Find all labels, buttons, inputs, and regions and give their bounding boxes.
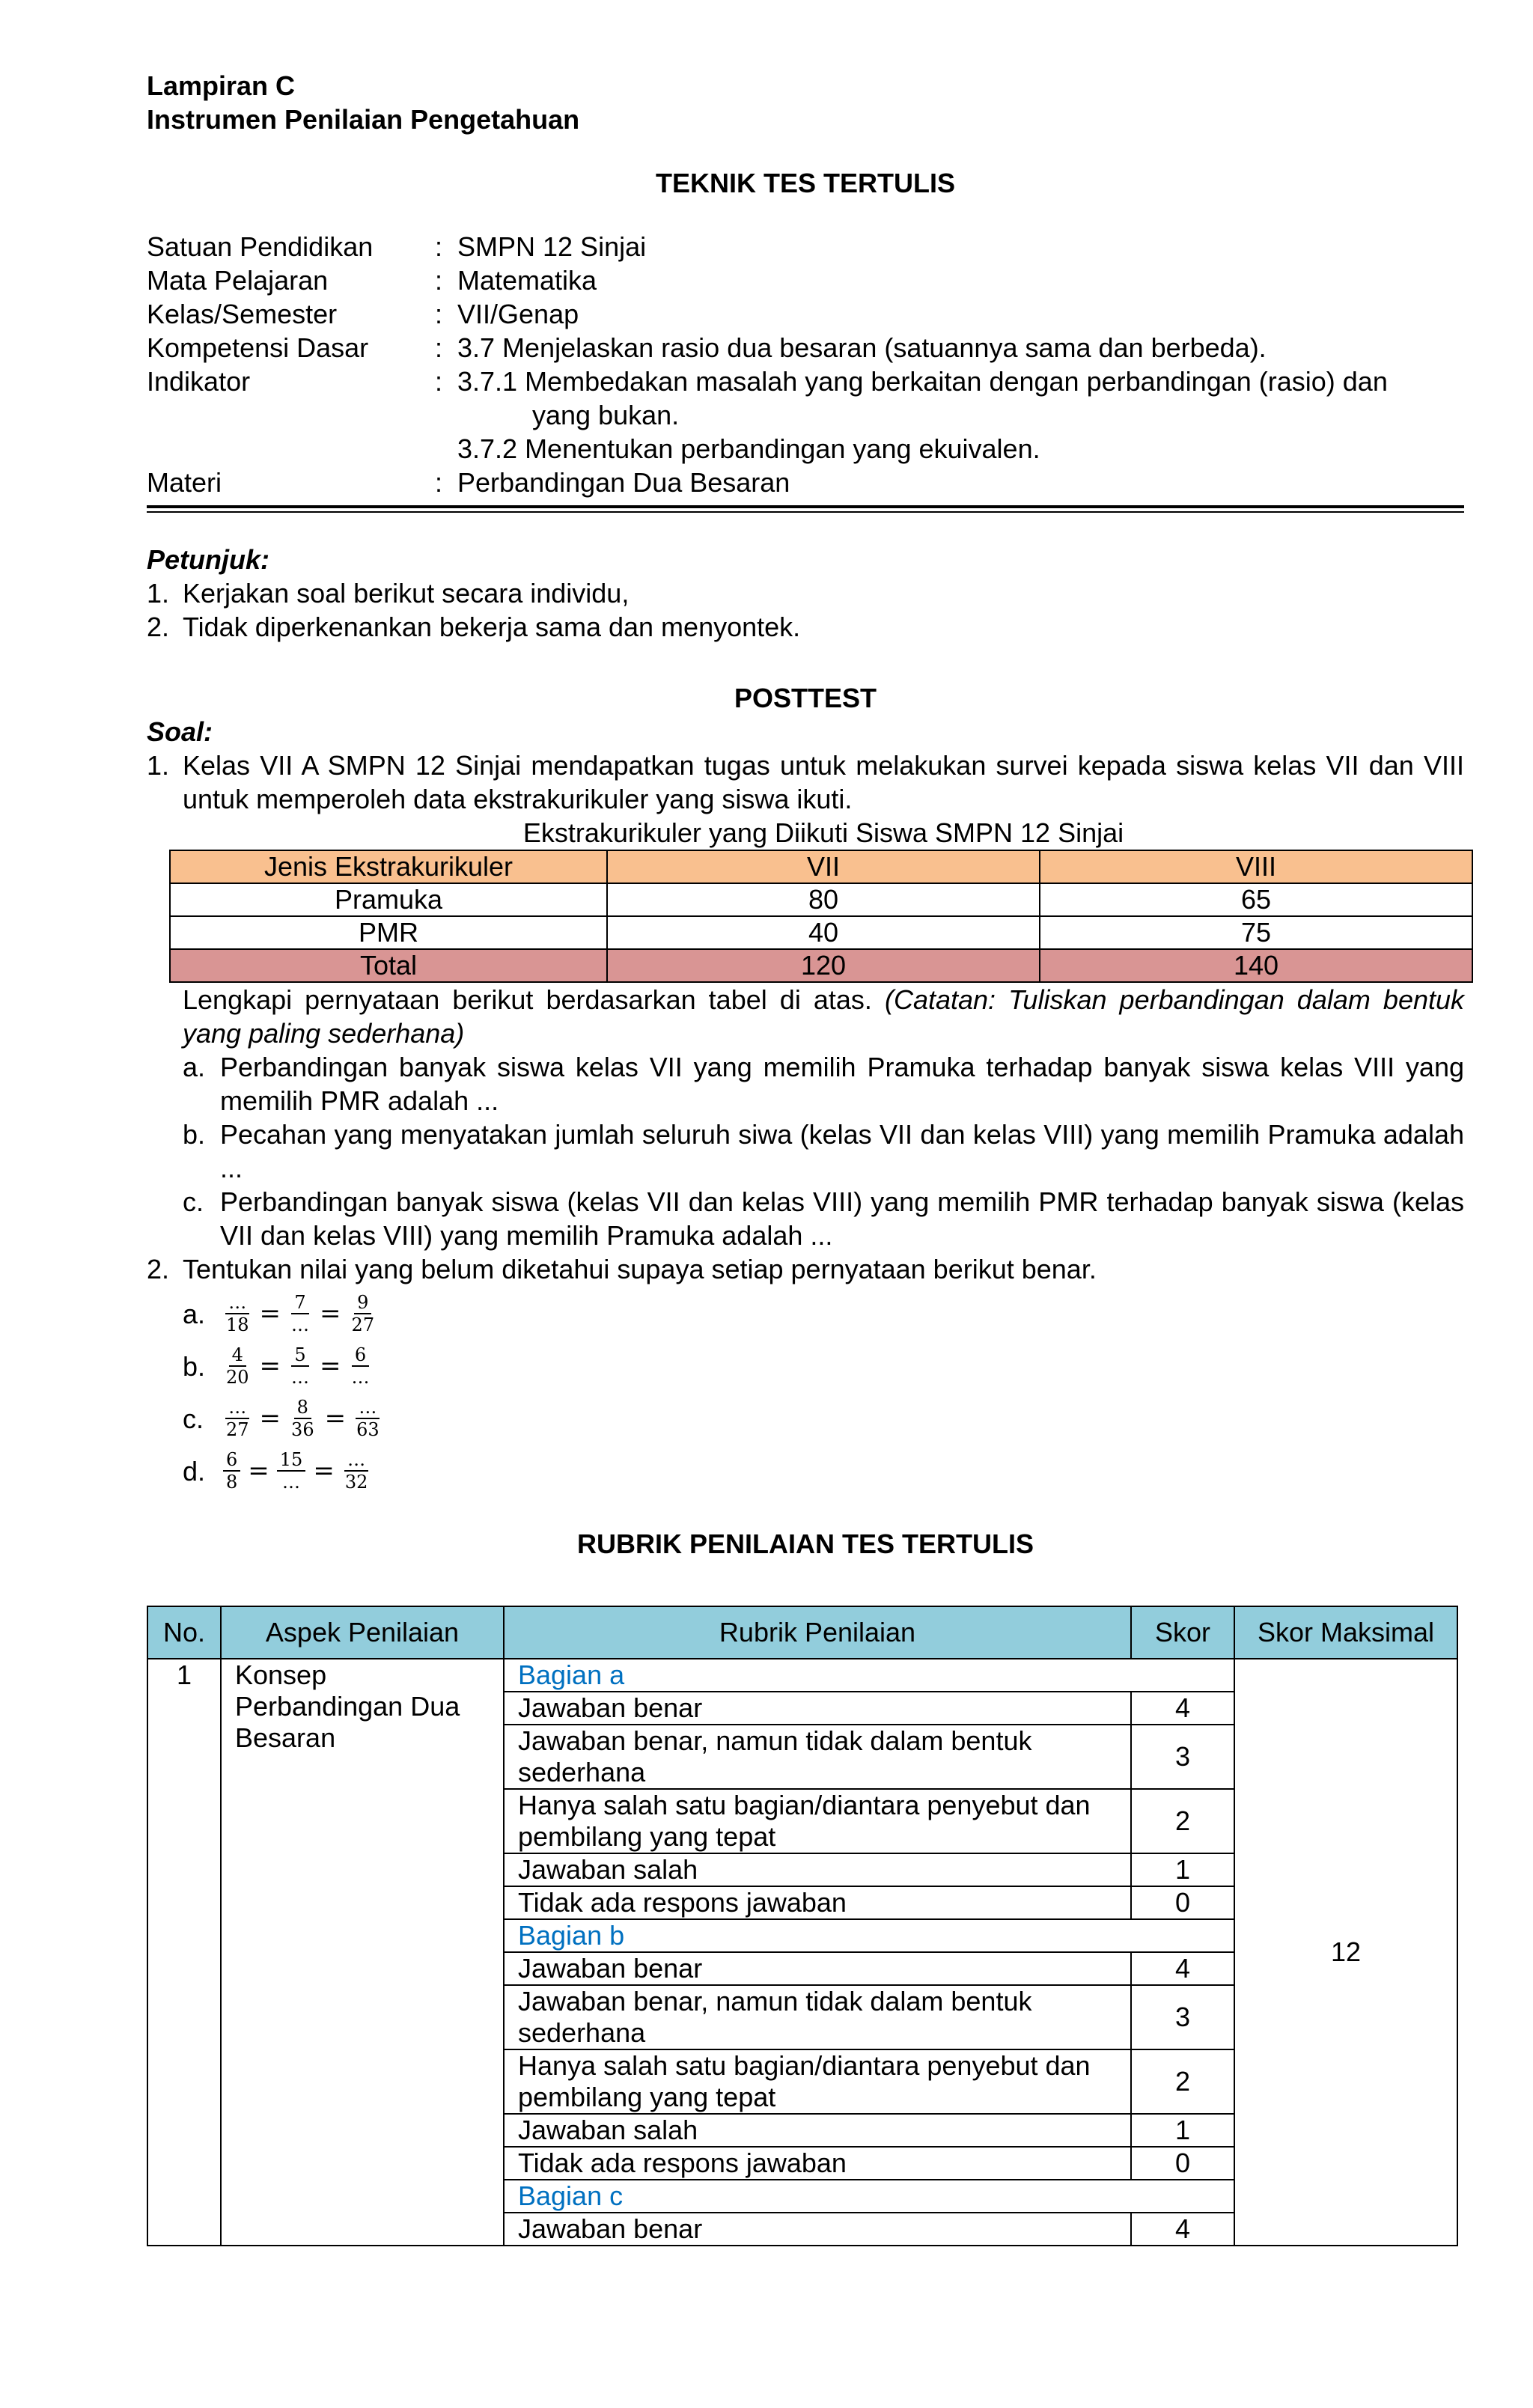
criteria-text: Tidak ada respons jawaban (504, 2147, 1131, 2180)
table-cell: Total (170, 949, 607, 982)
criteria-score: 4 (1131, 1952, 1234, 1985)
numerator: 8 (294, 1397, 311, 1419)
lampiran-label: Lampiran C (147, 70, 296, 101)
question-2 (147, 1252, 1464, 1286)
denominator: 27 (351, 1314, 375, 1335)
identity-row-kd (147, 331, 1464, 365)
table-cell: 80 (607, 883, 1040, 916)
table-total-row (170, 949, 1472, 982)
numerator: 6 (352, 1344, 369, 1367)
petunjuk-text: Tidak diperkenankan bekerja sama dan menyontek. (183, 612, 801, 642)
fraction (223, 1292, 252, 1335)
table-row (170, 883, 1472, 916)
document-page (147, 69, 1464, 2246)
kelas-value: VII/Genap (457, 299, 579, 329)
colon: : (435, 231, 443, 262)
instrumen-label: Instrumen Penilaian Pengetahuan (147, 104, 580, 135)
criteria-score: 4 (1131, 1692, 1234, 1725)
mapel-label: Mata Pelajaran (147, 265, 329, 296)
criteria-score: 3 (1131, 1725, 1234, 1789)
numerator: … (356, 1397, 380, 1419)
denominator: 27 (226, 1419, 249, 1440)
table-header-cell: VIII (1040, 850, 1472, 883)
table-header-row (170, 850, 1472, 883)
colon: : (435, 467, 443, 498)
fraction-row (147, 1445, 1464, 1497)
criteria-score: 4 (1131, 2213, 1234, 2246)
fraction-label: a. (183, 1298, 206, 1329)
numerator: 9 (354, 1292, 371, 1314)
fraction-equation (219, 1344, 377, 1388)
criteria-text: Tidak ada respons jawaban (504, 1886, 1131, 1919)
indikator-2: 3.7.2 Menentukan perbandingan yang ekuivalen. (457, 433, 1040, 464)
materi-value: Perbandingan Dua Besaran (457, 467, 790, 498)
indikator-values (457, 365, 1464, 466)
rubrik-title: RUBRIK PENILAIAN TES TERTULIS (576, 1528, 1034, 1559)
indikator-label: Indikator (147, 366, 251, 397)
sub-text: Perbandingan banyak siswa (kelas VII dan kelas VIII) yang memilih PMR terhadap banyak siswa (kelas VII dan kelas VIII) yang memilih Pramuka adalah ... (220, 1186, 1464, 1251)
kelas-label: Kelas/Semester (147, 299, 338, 329)
petunjuk-item (147, 576, 1464, 610)
criteria-score: 0 (1131, 2147, 1234, 2180)
criteria-score: 1 (1131, 1853, 1234, 1886)
indikator-1-line-2: yang bukan. (532, 400, 680, 430)
bagian-label: Bagian a (504, 1659, 1234, 1692)
numerator: … (344, 1449, 368, 1472)
fraction (223, 1397, 252, 1440)
rubrik-max-score: 12 (1234, 1659, 1457, 2246)
sub-label: c. (183, 1186, 204, 1217)
instruction-note: (Catatan: Tuliskan perbandingan dalam bentuk yang paling sederhana) (183, 984, 1465, 1049)
fraction-equation (219, 1449, 375, 1493)
numerator: … (225, 1292, 249, 1314)
question-1 (147, 749, 1464, 816)
criteria-text: Jawaban benar, namun tidak dalam bentuk sederhana (504, 1985, 1131, 2049)
criteria-text: Jawaban salah (504, 2114, 1131, 2147)
satuan-value: SMPN 12 Sinjai (457, 231, 647, 262)
colon: : (435, 299, 443, 329)
criteria-text: Jawaban salah (504, 1853, 1131, 1886)
equals-sign: = (320, 1298, 341, 1329)
table-row (170, 916, 1472, 949)
instruction (147, 983, 1464, 1050)
fraction-row (147, 1287, 1464, 1340)
numerator: … (225, 1397, 249, 1419)
denominator: 63 (356, 1419, 380, 1440)
sub-question (147, 1118, 1464, 1185)
equals-sign: = (248, 1455, 269, 1486)
bagian-label: Bagian b (504, 1919, 1234, 1952)
identity-table (147, 230, 1464, 499)
petunjuk-num: 2. (147, 612, 170, 642)
denominator: 36 (291, 1419, 314, 1440)
satuan-label: Satuan Pendidikan (147, 231, 374, 262)
denominator: … (282, 1472, 301, 1493)
table-caption: Ekstrakurikuler yang Diikuti Siswa SMPN 12 Sinjai (522, 817, 1124, 848)
question-list (147, 749, 1464, 816)
fraction (223, 1344, 252, 1388)
criteria-text: Jawaban benar (504, 2213, 1131, 2246)
denominator: 18 (226, 1314, 249, 1335)
rubrik-header-cell: Aspek Penilaian (221, 1606, 504, 1659)
fraction-equation (219, 1292, 382, 1335)
sub-question (147, 1185, 1464, 1252)
sub-question (147, 1050, 1464, 1118)
criteria-score: 0 (1131, 1886, 1234, 1919)
fraction (342, 1449, 371, 1493)
table-cell: 120 (607, 949, 1040, 982)
colon: : (435, 366, 443, 397)
identity-row-kelas (147, 297, 1464, 331)
colon: : (435, 332, 443, 363)
page-title: TEKNIK TES TERTULIS (655, 168, 955, 198)
sub-text: Perbandingan banyak siswa kelas VII yang memilih Pramuka terhadap banyak siswa kelas VIII yang memilih PMR adalah ... (220, 1052, 1464, 1116)
table-cell: Pramuka (170, 883, 607, 916)
sub-text: Pecahan yang menyatakan jumlah seluruh siwa (kelas VII dan kelas VIII) yang memilih Pramuka adalah ... (220, 1119, 1464, 1183)
denominator: … (291, 1314, 310, 1335)
fraction-label: b. (183, 1350, 206, 1382)
sub-label: b. (183, 1119, 206, 1150)
petunjuk-title: Petunjuk: (147, 544, 270, 575)
question-num: 1. (147, 750, 170, 781)
criteria-text: Jawaban benar (504, 1692, 1131, 1725)
fraction (349, 1344, 373, 1388)
denominator: 8 (226, 1472, 238, 1493)
fraction-label: c. (183, 1403, 204, 1434)
rubrik-header-cell: No. (147, 1606, 221, 1659)
question-num: 2. (147, 1254, 170, 1284)
numerator: 6 (223, 1449, 240, 1472)
rubrik-header-cell: Skor Maksimal (1234, 1606, 1457, 1659)
fraction (288, 1344, 312, 1388)
rubrik-header-cell: Skor (1131, 1606, 1234, 1659)
mapel-value: Matematika (457, 265, 597, 296)
table-cell: PMR (170, 916, 607, 949)
fraction-row (147, 1340, 1464, 1392)
fraction (349, 1292, 378, 1335)
fraction (288, 1292, 312, 1335)
ekstrakurikuler-table (169, 850, 1473, 983)
indikator-1-line-1: 3.7.1 Membedakan masalah yang berkaitan dengan perbandingan (rasio) dan (457, 366, 1388, 397)
kd-value: 3.7 Menjelaskan rasio dua besaran (satuannya sama dan berbeda). (457, 332, 1267, 363)
equals-sign: = (259, 1298, 281, 1329)
question-2-text: Tentukan nilai yang belum diketahui supaya setiap pernyataan berikut benar. (183, 1254, 1097, 1284)
rubrik-header-row (147, 1606, 1457, 1659)
petunjuk-num: 1. (147, 578, 170, 609)
denominator: 32 (344, 1472, 368, 1493)
petunjuk-list (147, 576, 1464, 644)
rubrik-row (147, 1659, 1457, 1692)
instruction-plain: Lengkapi pernyataan berikut berdasarkan tabel di atas. (183, 984, 885, 1015)
denominator: … (351, 1367, 370, 1388)
numerator: 7 (291, 1292, 308, 1314)
fraction-row (147, 1392, 1464, 1445)
numerator: 4 (229, 1344, 246, 1367)
criteria-text: Jawaban benar, namun tidak dalam bentuk sederhana (504, 1725, 1131, 1789)
sub-label: a. (183, 1052, 206, 1082)
denominator: 20 (226, 1367, 249, 1388)
fraction (288, 1397, 317, 1440)
equals-sign: = (259, 1403, 281, 1433)
criteria-score: 3 (1131, 1985, 1234, 2049)
question-1-text: Kelas VII A SMPN 12 Sinjai mendapatkan tugas untuk melakukan survei kepada siswa kelas VII dan VIII untuk memperoleh data ekstrakurikuler yang siswa ikuti. (183, 750, 1464, 814)
criteria-score: 1 (1131, 2114, 1234, 2147)
identity-row-mapel (147, 263, 1464, 297)
materi-label: Materi (147, 467, 222, 498)
double-rule-divider (147, 505, 1464, 513)
fraction-equation (219, 1397, 387, 1440)
question-list (147, 1252, 1464, 1286)
table-cell: 40 (607, 916, 1040, 949)
rubrik-header-cell: Rubrik Penilaian (504, 1606, 1131, 1659)
criteria-score: 2 (1131, 1789, 1234, 1853)
table-cell: 75 (1040, 916, 1472, 949)
identity-row-indikator (147, 365, 1464, 466)
fraction (353, 1397, 383, 1440)
table-header-cell: VII (607, 850, 1040, 883)
criteria-text: Hanya salah satu bagian/diantara penyebut dan pembilang yang tepat (504, 1789, 1131, 1853)
denominator: … (291, 1367, 310, 1388)
identity-row-satuan (147, 230, 1464, 263)
criteria-text: Hanya salah satu bagian/diantara penyebut dan pembilang yang tepat (504, 2049, 1131, 2114)
fraction-list (147, 1287, 1464, 1497)
table-cell: 140 (1040, 949, 1472, 982)
equals-sign: = (324, 1403, 347, 1433)
table-header-cell: Jenis Ekstrakurikuler (170, 850, 607, 883)
table-cell: 65 (1040, 883, 1472, 916)
equals-sign: = (313, 1455, 335, 1486)
equals-sign: = (320, 1350, 341, 1381)
numerator: 15 (277, 1449, 306, 1472)
identity-row-materi (147, 466, 1464, 499)
rubrik-aspek: Konsep Perbandingan Dua Besaran (221, 1659, 504, 2246)
petunjuk-item (147, 610, 1464, 644)
document-heading (147, 69, 1464, 136)
fraction (223, 1449, 240, 1493)
numerator: 5 (291, 1344, 308, 1367)
criteria-score: 2 (1131, 2049, 1234, 2114)
soal-label: Soal: (147, 716, 213, 747)
fraction (277, 1449, 306, 1493)
colon: : (435, 265, 443, 296)
equals-sign: = (259, 1350, 281, 1381)
bagian-label: Bagian c (504, 2180, 1234, 2213)
posttest-title: POSTTEST (734, 683, 877, 713)
rubrik-no: 1 (147, 1659, 221, 2246)
kd-label: Kompetensi Dasar (147, 332, 369, 363)
fraction-label: d. (183, 1455, 206, 1487)
petunjuk-text: Kerjakan soal berikut secara individu, (183, 578, 630, 609)
rubrik-table (147, 1606, 1458, 2246)
criteria-text: Jawaban benar (504, 1952, 1131, 1985)
